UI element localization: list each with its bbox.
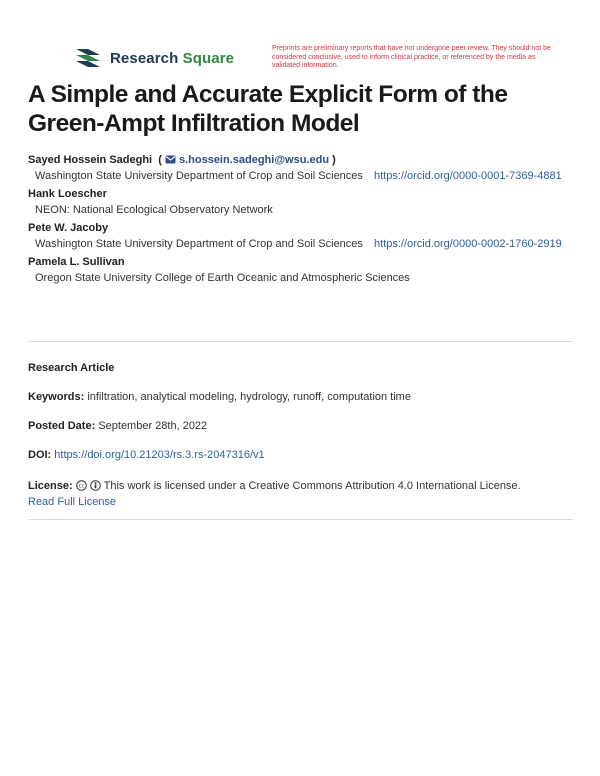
- preprint-notice: Preprints are preliminary reports that have not undergone peer review. They should not be considered conclusive, used to inform clinical practice, or referenced by the media as validated information.: [272, 45, 551, 70]
- logo-word-square: Square: [182, 49, 235, 67]
- divider: [28, 519, 573, 520]
- logo-text: [110, 50, 234, 67]
- affiliation-text: Washington State University Department of Crop and Soil Sciences: [35, 170, 363, 182]
- license: [28, 478, 573, 510]
- article-type-label: Research Article: [28, 362, 115, 374]
- cc-by-icon: [90, 480, 101, 491]
- read-full-license-link[interactable]: Read Full License: [28, 496, 117, 508]
- author-name: Pete W. Jacoby: [28, 222, 109, 234]
- paper-title: A Simple and Accurate Explicit Form of the Green-Ampt Infiltration Model: [28, 81, 508, 137]
- research-square-logo[interactable]: [74, 47, 234, 69]
- article-type: [28, 360, 573, 376]
- author-affiliation: Oregon State University College of Earth Oceanic and Atmospheric Sciences: [35, 272, 410, 284]
- doi-link[interactable]: https://doi.org/10.21203/rs.3.rs-2047316/v1: [54, 449, 265, 461]
- author-affiliation: [28, 236, 573, 252]
- research-square-logo-icon: [74, 47, 102, 69]
- license-label: License:: [28, 480, 73, 492]
- email-paren-close: ): [329, 154, 336, 166]
- author-name: Pamela L. Sullivan: [28, 256, 125, 268]
- doi: [28, 447, 573, 463]
- doi-label: DOI:: [28, 449, 52, 461]
- affiliation-text: Washington State University Department of Crop and Soil Sciences: [35, 238, 363, 250]
- author-affiliation: [28, 168, 573, 184]
- author-email-link[interactable]: s.hossein.sadeghi@wsu.edu: [178, 154, 330, 166]
- author-affiliation: NEON: National Ecological Observatory Network: [35, 204, 273, 216]
- cc-icon: [76, 480, 87, 491]
- orcid-link[interactable]: https://orcid.org/0000-0002-1760-2919: [373, 238, 562, 250]
- author-3: [28, 220, 573, 252]
- keywords-value: infiltration, analytical modeling, hydrology, runoff, computation time: [87, 391, 411, 403]
- posted-date-value: September 28th, 2022: [98, 420, 208, 432]
- divider: [28, 341, 573, 342]
- author-1: [28, 152, 573, 184]
- orcid-link[interactable]: https://orcid.org/0000-0001-7369-4881: [373, 170, 562, 182]
- keywords: [28, 389, 573, 405]
- author-list: [28, 152, 573, 288]
- logo-word-research: Research: [110, 49, 179, 67]
- author-name: Sayed Hossein Sadeghi: [28, 154, 153, 166]
- author-name: Hank Loescher: [28, 188, 107, 200]
- svg-text:cc: cc: [78, 483, 85, 490]
- email-paren-open: (: [155, 154, 162, 166]
- keywords-label: Keywords:: [28, 391, 85, 403]
- author-2: [28, 186, 573, 218]
- license-text: This work is licensed under a Creative Commons Attribution 4.0 International License.: [103, 480, 521, 492]
- posted-date-label: Posted Date:: [28, 420, 96, 432]
- posted-date: [28, 418, 573, 434]
- author-4: [28, 254, 573, 286]
- mail-icon: [165, 155, 176, 164]
